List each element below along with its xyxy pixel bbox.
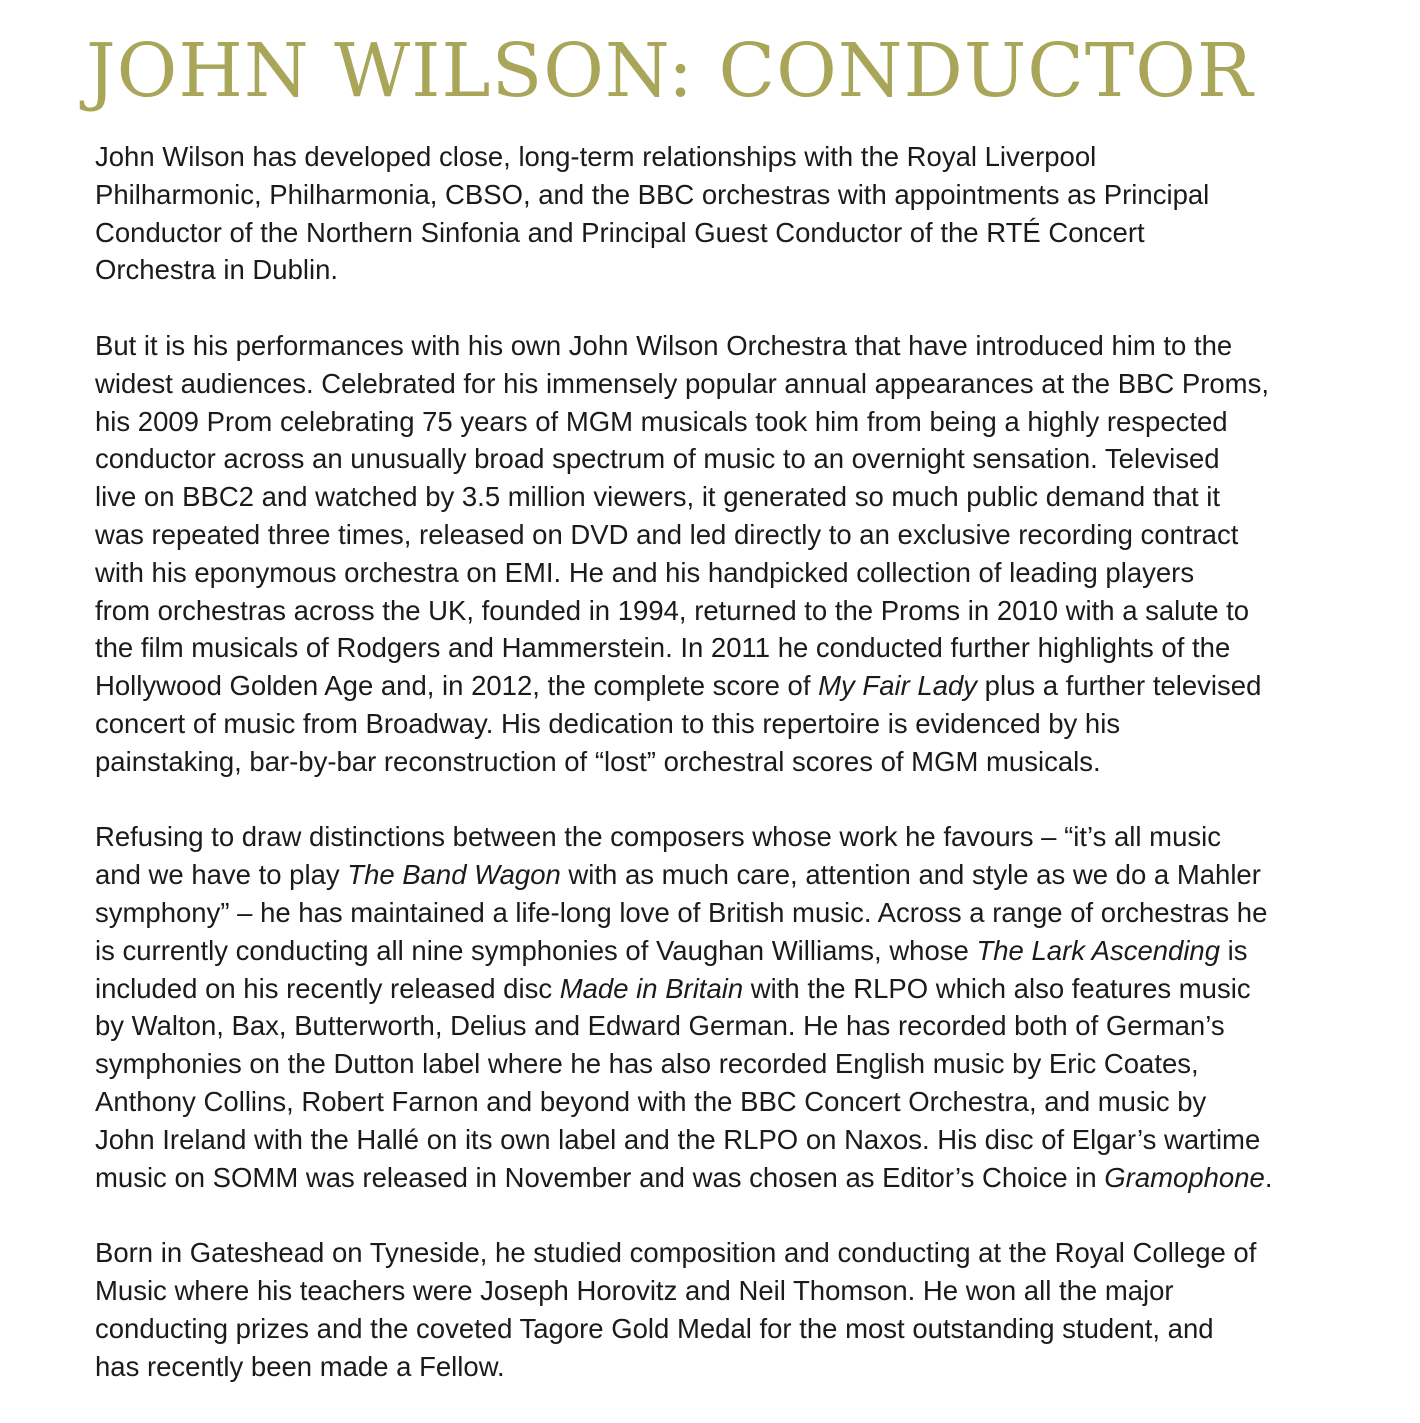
text-segment: with the RLPO which also features music: [743, 972, 1251, 1004]
text-segment: Philharmonic, Philharmonia, CBSO, and the BBC orchestras with appointments as Principal: [95, 178, 1210, 210]
text-segment: Hollywood Golden Age and, in 2012, the complete score of: [95, 670, 819, 702]
text-line: [95, 818, 1385, 856]
text-segment: with his eponymous orchestra on EMI. He and his handpicked collection of leading players: [95, 556, 1195, 588]
text-segment: and we have to play: [95, 859, 348, 891]
text-segment: John Wilson has developed close, long-term relationships with the Royal Liverpool: [95, 141, 1097, 172]
text-line: [95, 1234, 1385, 1272]
text-line: [95, 327, 1385, 365]
text-line: [95, 1310, 1385, 1348]
text-segment: concert of music from Broadway. His dedication to this repertoire is evidenced by his: [95, 707, 1121, 739]
text-segment: Refusing to draw distinctions between the composers whose work he favours – “it’s all music: [95, 821, 1221, 853]
text-segment: is: [1220, 934, 1248, 966]
text-line: [95, 516, 1385, 554]
text-line: [95, 1083, 1385, 1121]
text-line: [95, 1272, 1385, 1310]
text-segment: music on SOMM was released in November and was chosen as Editor’s Choice in: [95, 1161, 1105, 1193]
text-line: [95, 856, 1385, 894]
paragraph-2: [95, 327, 1385, 781]
text-line: [95, 403, 1385, 441]
text-segment: Anthony Collins, Robert Farnon and beyond with the BBC Concert Orchestra, and music by: [95, 1085, 1207, 1117]
text-segment: widest audiences. Celebrated for his immensely popular annual appearances at the BBC Proms,: [95, 367, 1269, 399]
text-line: [95, 214, 1385, 252]
paragraph-3: [95, 818, 1385, 1196]
text-segment: Music where his teachers were Joseph Horovitz and Neil Thomson. He won all the major: [95, 1274, 1174, 1306]
text-line: [95, 743, 1385, 781]
text-line: [95, 970, 1385, 1008]
text-segment: his 2009 Prom celebrating 75 years of MGM musicals took him from being a highly respected: [95, 405, 1228, 437]
page-title: JOHN WILSON: CONDUCTOR: [86, 28, 1254, 114]
text-segment: was repeated three times, released on DVD and led directly to an exclusive recording contract: [95, 518, 1239, 550]
text-segment: But it is his performances with his own John Wilson Orchestra that have introduced him to the: [95, 329, 1233, 361]
text-line: [95, 1007, 1385, 1045]
italic-title: The Band Wagon: [347, 859, 561, 891]
text-segment: plus a further televised: [977, 670, 1262, 702]
text-segment: included on his recently released disc: [95, 972, 560, 1004]
document-body: [95, 138, 1385, 1423]
text-line: [95, 440, 1385, 478]
text-line: [95, 894, 1385, 932]
text-line: [95, 932, 1385, 970]
paragraph-4: [95, 1234, 1385, 1385]
text-segment: .: [1264, 1161, 1273, 1193]
text-segment: has recently been made a Fellow.: [95, 1350, 505, 1382]
text-segment: from orchestras across the UK, founded in 1994, returned to the Proms in 2010 with a salute to: [95, 594, 1250, 626]
text-segment: conducting prizes and the coveted Tagore Gold Medal for the most outstanding student, and: [95, 1312, 1214, 1344]
text-segment: live on BBC2 and watched by 3.5 million viewers, it generated so much public demand that it: [95, 481, 1221, 513]
text-line: [95, 478, 1385, 516]
text-line: [95, 1159, 1385, 1197]
text-segment: Conductor of the Northern Sinfonia and Principal Guest Conductor of the RTÉ Concert: [95, 216, 1145, 248]
text-segment: with as much care, attention and style as we do a Mahler: [560, 859, 1261, 891]
text-line: [95, 176, 1385, 214]
text-segment: the film musicals of Rodgers and Hammerstein. In 2011 he conducted further highlights of the: [95, 632, 1231, 664]
text-line: [95, 138, 1385, 176]
text-line: [95, 1121, 1385, 1159]
text-line: [95, 629, 1385, 667]
text-line: [95, 365, 1385, 403]
paragraph-1: [95, 138, 1385, 289]
text-line: [95, 1045, 1385, 1083]
text-segment: Orchestra in Dublin.: [95, 254, 339, 286]
text-line: [95, 554, 1385, 592]
text-segment: John Ireland with the Hallé on its own label and the RLPO on Naxos. His disc of Elgar’s wartime: [95, 1123, 1261, 1155]
text-segment: by Walton, Bax, Butterworth, Delius and Edward German. He has recorded both of German’s: [95, 1010, 1225, 1042]
text-segment: symphony” – he has maintained a life-long love of British music. Across a range of orchestras he: [95, 896, 1268, 928]
text-line: [95, 705, 1385, 743]
text-segment: Born in Gateshead on Tyneside, he studied composition and conducting at the Royal College of: [95, 1237, 1257, 1269]
text-line: [95, 592, 1385, 630]
italic-title: The Lark Ascending: [976, 934, 1221, 966]
text-line: [95, 251, 1385, 289]
text-segment: painstaking, bar-by-bar reconstruction of “lost” orchestral scores of MGM musicals.: [95, 745, 1101, 777]
text-segment: is currently conducting all nine symphonies of Vaughan Williams, whose: [95, 934, 977, 966]
text-segment: symphonies on the Dutton label where he has also recorded English music by Eric Coates,: [95, 1048, 1199, 1080]
italic-title: Gramophone: [1104, 1161, 1265, 1193]
text-line: [95, 1348, 1385, 1386]
text-line: [95, 667, 1385, 705]
italic-title: Made in Britain: [559, 972, 744, 1004]
text-segment: conductor across an unusually broad spectrum of music to an overnight sensation. Televised: [95, 443, 1220, 475]
italic-title: My Fair Lady: [818, 670, 978, 702]
